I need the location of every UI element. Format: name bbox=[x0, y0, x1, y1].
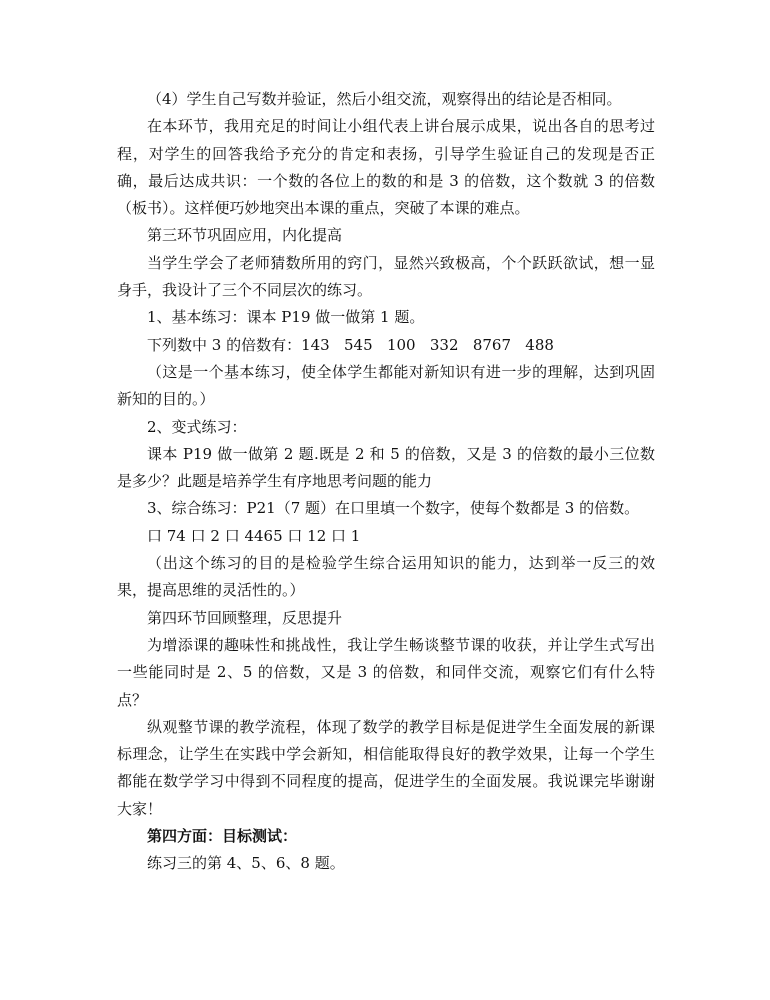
paragraph-summary: 纵观整节课的教学流程，体现了数学的教学目标是促进学生全面发展的新课标理念，让学生在实践中学会新知，相信能取得良好的教学效果，让每一个学生都能在数学学习中得到不同程度的提高，促进学生的全面发展。我说课完毕谢谢大家！ bbox=[117, 717, 655, 818]
paragraph-target-test: 练习三的第 4、5、6、8 题。 bbox=[147, 854, 345, 873]
exercise-variant-detail: 课本 P19 做一做第 2 题.既是 2 和 5 的倍数，又是 3 的倍数的最小三位数是多少？此题是培养学生有序地思考问题的能力 bbox=[117, 444, 655, 491]
document-body bbox=[117, 86, 655, 878]
exercise-comprehensive-note: （出这个练习的目的是检验学生综合运用知识的能力，达到举一反三的效果，提高思维的灵活性的。） bbox=[117, 554, 655, 600]
exercise-variant: 2、变式练习： bbox=[147, 417, 247, 436]
exercise-comprehensive-blanks: 口 74 口 2 口 4465 口 12 口 1 bbox=[147, 526, 361, 545]
paragraph-review: 为增添课的趣味性和挑战性，我让学生畅谈整节课的收获，并让学生式写出一些能同时是 2、5 的倍数，又是 3 的倍数，和同伴交流，观察它们有什么特点？ bbox=[117, 635, 655, 709]
exercise-basic-note: （这是一个基本练习，使全体学生都能对新知识有进一步的理解，达到巩固新知的目的。） bbox=[117, 362, 655, 409]
exercise-basic: 1、基本练习：课本 P19 做一做第 1 题。 bbox=[147, 308, 425, 327]
paragraph-step-4: （4）学生自己写数并验证，然后小组交流，观察得出的结论是否相同。 bbox=[147, 90, 622, 108]
paragraph-practice-intro: 当学生学会了老师猜数所用的窍门，显然兴致极高，个个跃跃欲试，想一显身手，我设计了三个不同层次的练习。 bbox=[117, 253, 655, 300]
section-heading-target-test: 第四方面：目标测试： bbox=[147, 827, 298, 846]
section-heading-third-step: 第三环节巩固应用，内化提高 bbox=[147, 226, 343, 245]
section-heading-fourth-step: 第四环节回顾整理，反思提升 bbox=[147, 608, 343, 627]
paragraph-group-presentation: 在本环节，我用充足的时间让小组代表上讲台展示成果，说出各自的思考过程，对学生的回答我给予充分的肯定和表扬，引导学生验证自己的发现是否正确，最后达成共识：一个数的各位上的数的和是 3 的倍数，这个数就 3 的倍数（板书）。这样便巧妙地突出本课的重点，突破了本课的难点。 bbox=[117, 117, 655, 218]
exercise-basic-numbers: 下列数中 3 的倍数有：143 545 100 332 8767 488 bbox=[147, 335, 554, 354]
exercise-comprehensive: 3、综合练习：P21（7 题）在口里填一个数字，使每个数都是 3 的倍数。 bbox=[147, 499, 640, 518]
